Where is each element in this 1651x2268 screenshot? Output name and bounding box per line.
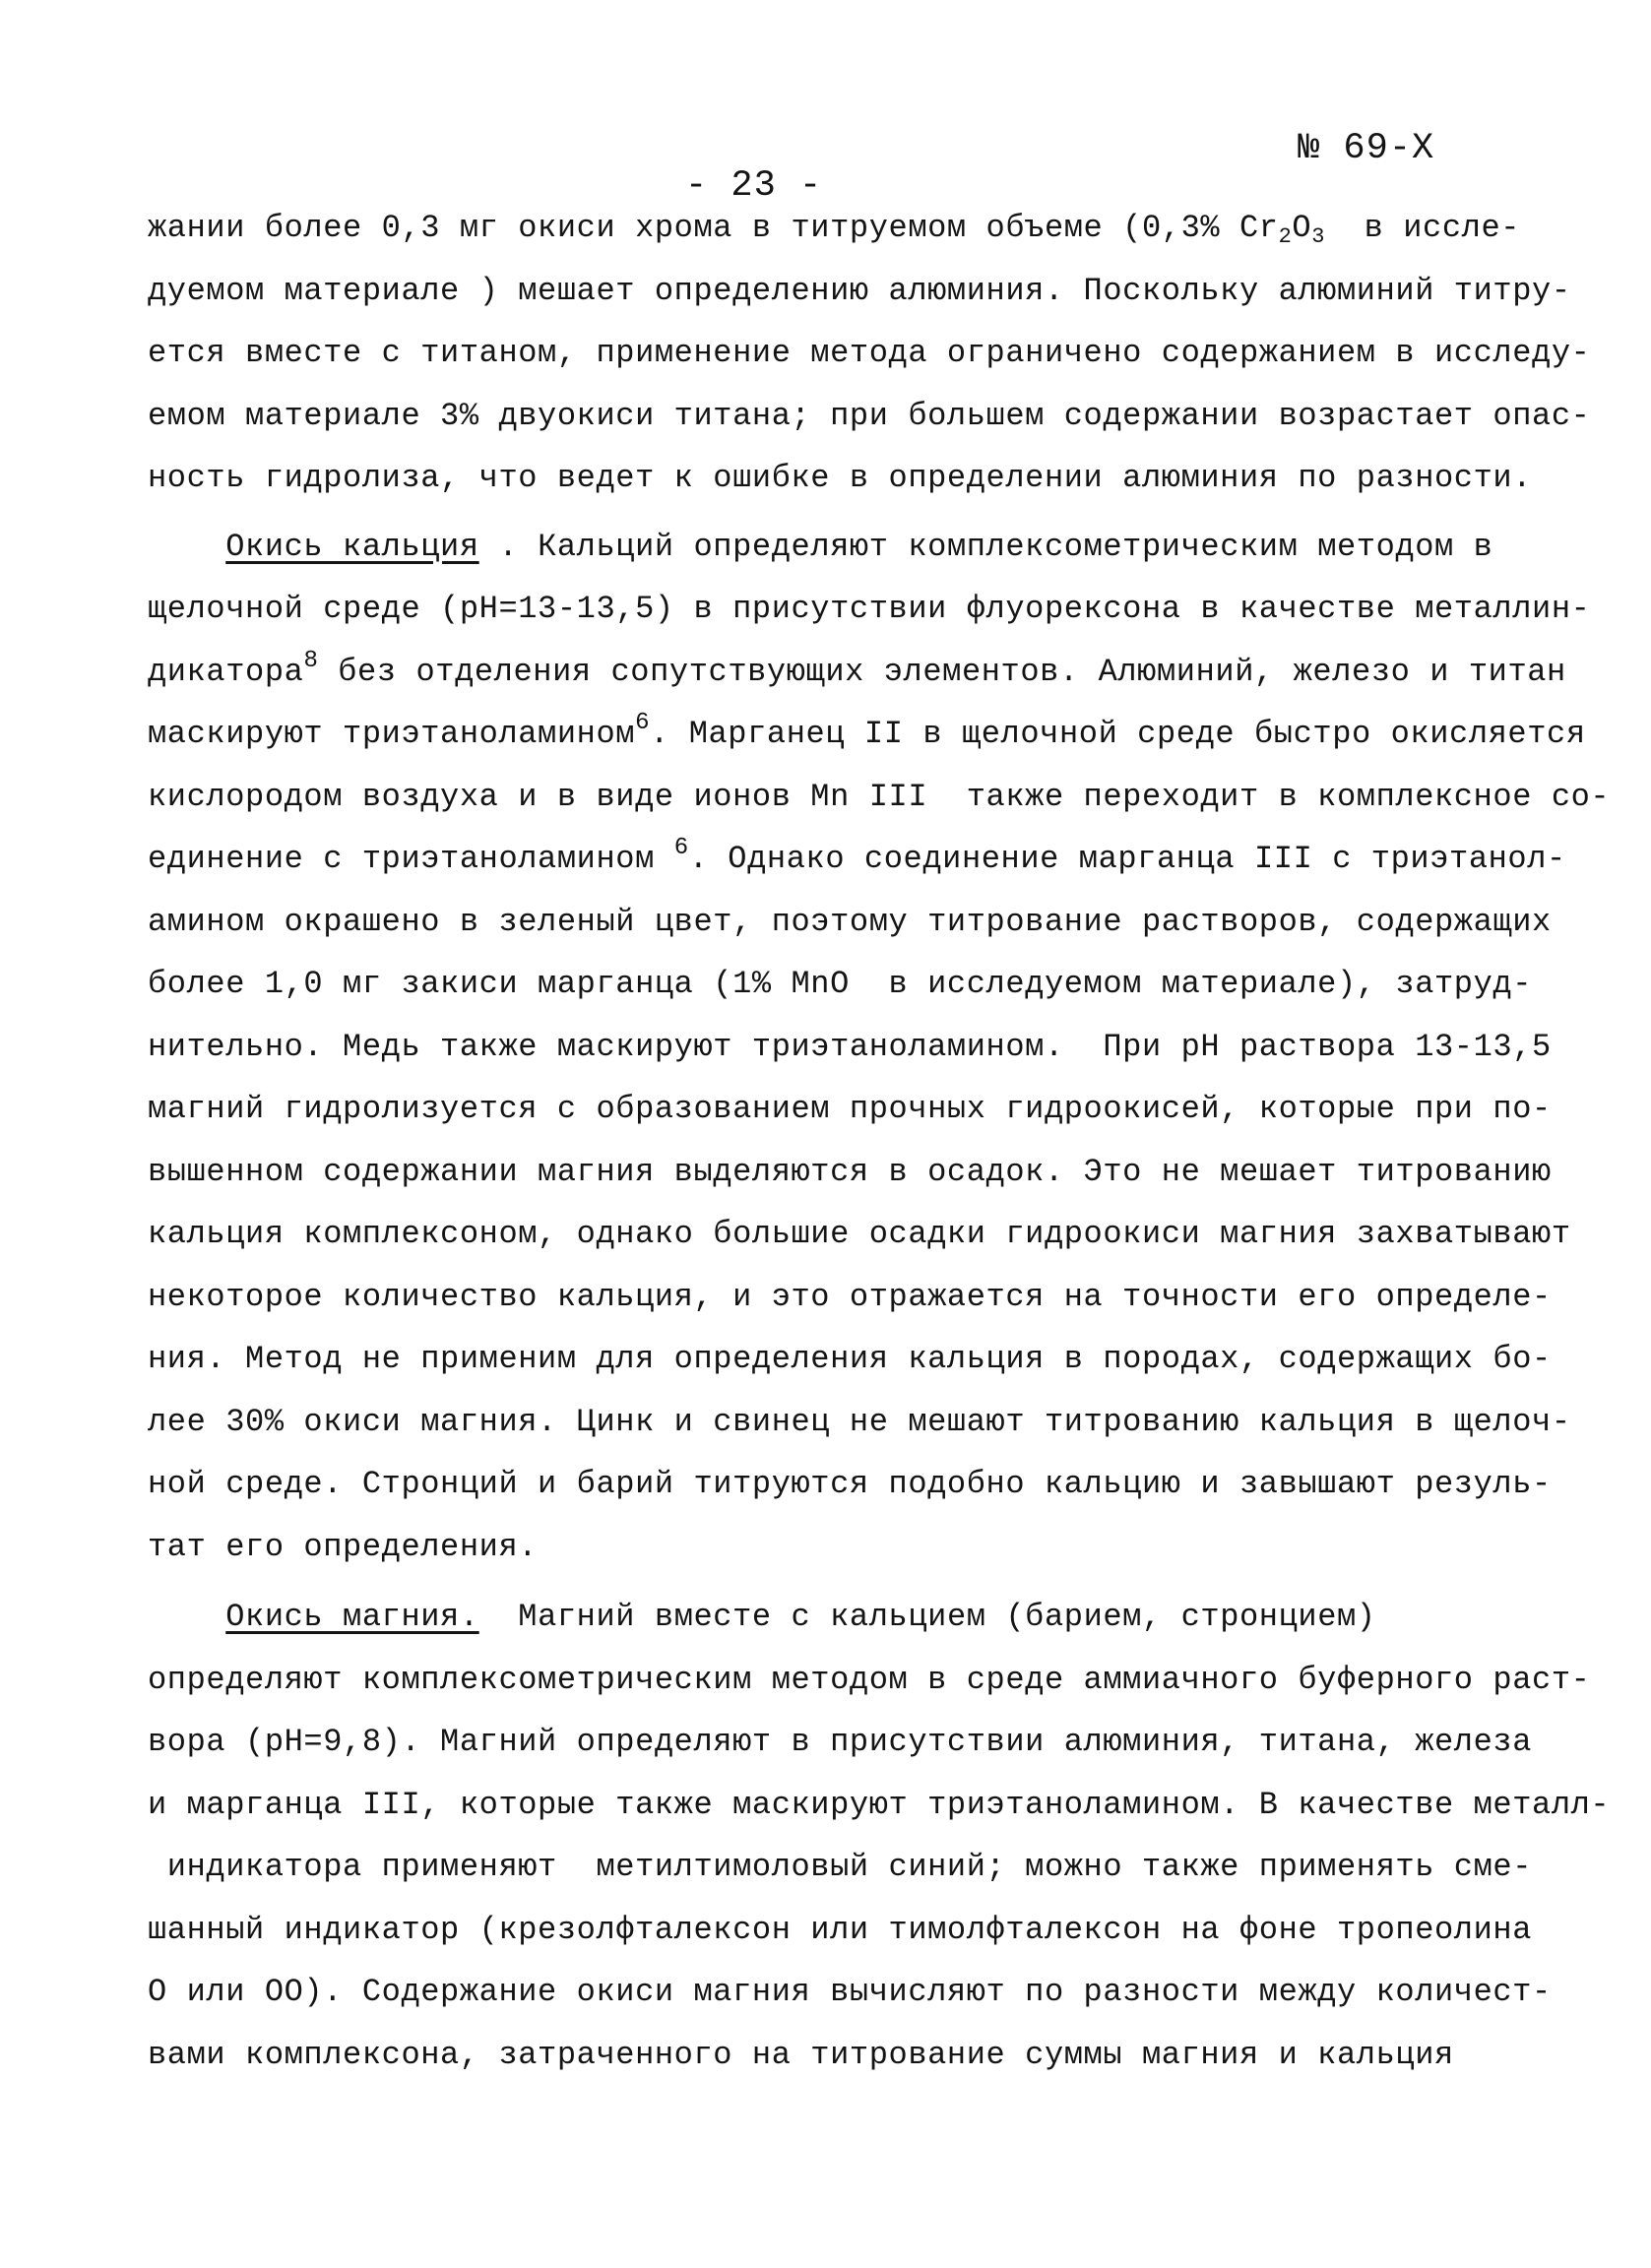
- text-run: дикатора: [148, 653, 304, 690]
- page-number: - 23 -: [685, 165, 823, 207]
- text-line: амином окрашено в зеленый цвет, поэтому титрование растворов, содержащих: [148, 903, 1552, 940]
- text-line: тат его определения.: [148, 1528, 539, 1565]
- paragraph-calcium-oxide: [148, 516, 1611, 1579]
- text-line: емом материале 3% двуокиси титана; при большем содержании возрастает опас-: [148, 397, 1591, 434]
- text-run: в иссле-: [1325, 210, 1521, 246]
- text-line: кислородом воздуха и в виде ионов Mn III также переходит в комплексное со-: [148, 778, 1611, 815]
- text-line: вами комплексона, затраченного на титрование суммы магния и кальция: [148, 2036, 1454, 2073]
- text-run: без отделения сопутствующих элементов. Алюминий, железо и титан: [318, 653, 1566, 690]
- paragraph-magnesium-oxide: [148, 1586, 1611, 2086]
- text-line: некоторое количество кальция, и это отражается на точности его определе-: [148, 1278, 1552, 1315]
- text-line: нительно. Медь также маскируют триэтаноламином. При pH раствора 13-13,5: [148, 1028, 1552, 1065]
- text-line: кальция комплексоном, однако большие осадки гидроокиси магния захватывают: [148, 1216, 1571, 1252]
- text-line: [148, 703, 1586, 766]
- text-run: маскируют триэтаноламином: [148, 716, 636, 752]
- document-number: № 69-X: [1298, 128, 1435, 169]
- text-line: вора (pH=9,8). Магний определяют в присутствии алюминия, титана, железа: [148, 1724, 1533, 1760]
- text-line: [148, 1586, 1565, 1649]
- text-run: O: [1292, 210, 1312, 246]
- text-line: определяют комплексометрическим методом в среде аммиачного буферного раст-: [148, 1661, 1591, 1698]
- section-heading-calcium-oxide: Окись кальция: [225, 528, 479, 565]
- text-run: Магний вместе с кальцием (барием, стронцием): [478, 1599, 1376, 1635]
- text-line: ется вместе с титаном, применение метода ограничено содержанием в исследу-: [148, 335, 1591, 371]
- subscript: 3: [1311, 224, 1326, 249]
- text-line: O или OO). Содержание окиси магния вычисляют по разности между количест-: [148, 1974, 1552, 2010]
- text-run: жании более 0,3 мг окиси хрома в титруемом объеме (0,3% Cr: [148, 210, 1279, 246]
- text-line: более 1,0 мг закиси марганца (1% MnO в исследуемом материале), затруд-: [148, 966, 1533, 1002]
- text-line: вышенном содержании магния выделяются в осадок. Это не мешает титрованию: [148, 1153, 1552, 1190]
- text-line: [148, 516, 1565, 579]
- text-line: лее 30% окиси магния. Цинк и свинец не мешают титрованию кальция в щелоч-: [148, 1403, 1571, 1440]
- text-line: шанный индикатор (крезолфталексон или тимолфталексон на фоне тропеолина: [148, 1911, 1533, 1948]
- document-body: [148, 197, 1611, 2086]
- paragraph-aluminum-continued: [148, 197, 1591, 510]
- footnote-reference: 6: [635, 710, 651, 736]
- text-line: индикатора применяют метилтимоловый синий; можно также применять сме-: [148, 1849, 1533, 1885]
- footnote-reference: 8: [303, 647, 319, 674]
- text-line: магний гидролизуется с образованием прочных гидроокисей, которые при по-: [148, 1091, 1552, 1127]
- text-line: [148, 828, 1565, 891]
- text-line: дуемом материале ) мешает определению алюминия. Поскольку алюминий титру-: [148, 272, 1571, 309]
- text-line: ния. Метод не применим для определения кальция в породах, содержащих бо-: [148, 1341, 1552, 1377]
- text-line: и марганца III, которые также маскируют триэтаноламином. В качестве металл-: [148, 1786, 1611, 1823]
- text-line: [148, 197, 1565, 260]
- text-line: [148, 641, 1565, 704]
- subscript: 2: [1278, 224, 1293, 249]
- footnote-reference: 6: [673, 835, 689, 861]
- text-run: . Кальций определяют комплексометрическим методом в: [478, 528, 1493, 565]
- text-run: . Однако соединение марганца III с триэтанол-: [688, 841, 1566, 877]
- text-line: ность гидролиза, что ведет к ошибке в определении алюминия по разности.: [148, 460, 1533, 496]
- text-run: . Марганец II в щелочной среде быстро окисляется: [650, 716, 1586, 752]
- text-line: щелочной среде (pH=13-13,5) в присутствии флуорексона в качестве металлин-: [148, 591, 1591, 627]
- section-heading-magnesium-oxide: Окись магния.: [225, 1599, 479, 1635]
- text-run: единение с триэтаноламином: [148, 841, 674, 877]
- text-line: ной среде. Стронций и барий титруются подобно кальцию и завышают резуль-: [148, 1466, 1552, 1502]
